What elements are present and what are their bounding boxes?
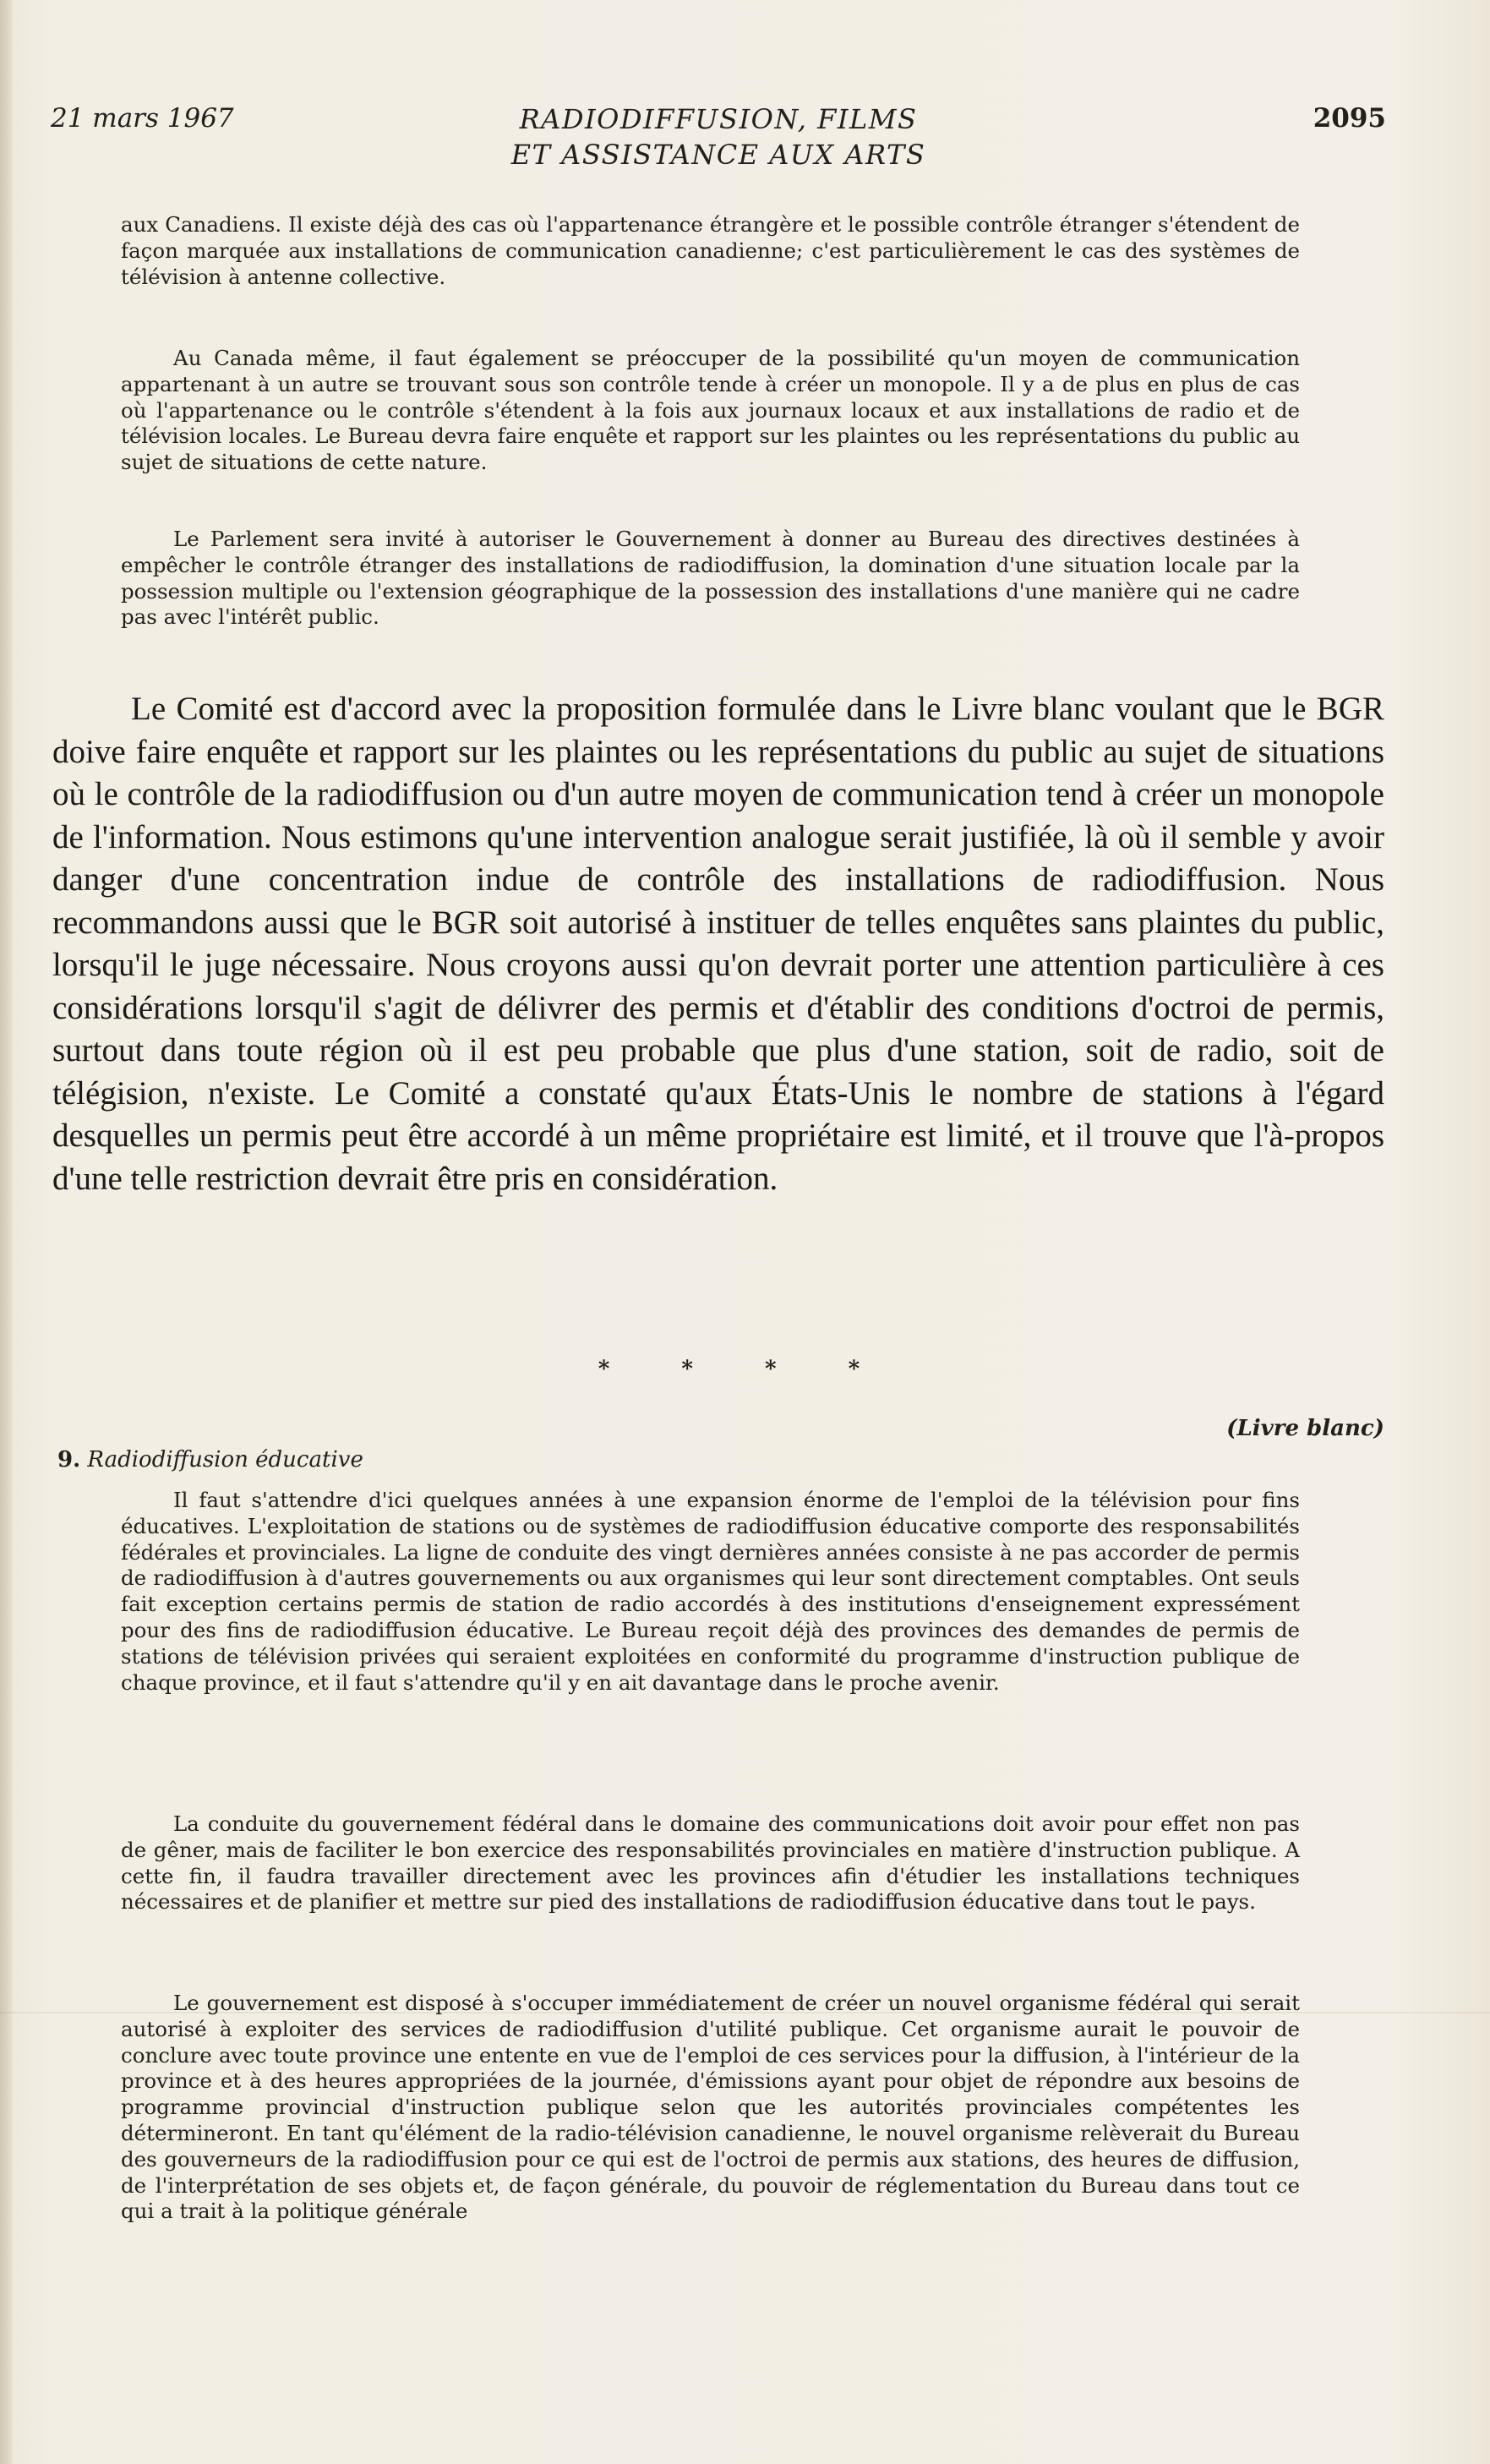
- quote-paragraph-1: aux Canadiens. Il existe déjà des cas où l'appartenance étrangère et le possible contrôle étranger s'étendent de façon marquée aux installations de communication canadienne; c'est particulièrement le cas des systèmes de télévision à antenne collective.: [121, 212, 1300, 289]
- education-paragraph-2: La conduite du gouvernement fédéral dans le domaine des communications doit avoir pour effet non pas de gêner, mais de faciliter le bon exercice des responsabilités provinciales en matière d'instruction publique. A cette fin, il faudra travailler directement avec les provinces afin d'étudier les installations techniques nécessaires et de planifier et mettre sur pied des installations de radiodiffusion éducative dans tout le pays.: [121, 1811, 1300, 1915]
- quote-paragraph-2: Au Canada même, il faut également se préoccuper de la possibilité qu'un moyen de communication appartenant à un autre se trouvant sous son contrôle tende à créer un monopole. Il y a de plus en plus de cas où l'appartenance ou le contrôle s'étendent à la fois aux journaux locaux et aux installations de radio et de télévision locales. Le Bureau devra faire enquête et rapport sur les plaintes ou les représentations du public au sujet de situations de cette nature.: [121, 346, 1300, 475]
- section-separator: * * * *: [598, 1357, 892, 1382]
- section-heading: [57, 1447, 363, 1472]
- education-paragraph-1: Il faut s'attendre d'ici quelques années à une expansion énorme de l'emploi de la télévision pour fins éducatives. L'exploitation de stations ou de systèmes de radiodiffusion éducative comporte des responsabilités fédérales et provinciales. La ligne de conduite des vingt dernières années consiste à ne pas accorder de permis de radiodiffusion à d'autres gouvernements ou aux organismes qui leur sont directement comptables. Ont seuls fait exception certains permis de station de radio accordés à des institutions d'enseignement expressément pour des fins de radiodiffusion éducative. Le Bureau reçoit déjà des provinces des demandes de permis de stations de télévision privées qui seraient exploitées en conformité du programme d'instruction publique de chaque province, et il faut s'attendre qu'il y en ait davantage dans le proche avenir.: [121, 1488, 1300, 1695]
- education-paragraph-3: Le gouvernement est disposé à s'occuper immédiatement de créer un nouvel organisme fédéral qui serait autorisé à exploiter des services de radiodiffusion d'utilité publique. Cet organisme aurait le pouvoir de conclure avec toute province une entente en vue de l'emploi de ces services pour la diffusion, à l'intérieur de la province et à des heures appropriées de la journée, d'émissions ayant pour objet de répondre aux besoins de programme provincial d'instruction publique selon que les autorités provinciales compétentes les détermineront. En tant qu'élément de la radio-télévision canadienne, le nouvel organisme relèverait du Bureau des gouverneurs de la radiodiffusion pour ce qui est de l'octroi de permis aux stations, des heures de diffusion, de l'interprétation de ses objets et, de façon générale, du pouvoir de réglementation du Bureau dans tout ce qui a trait à la politique générale: [121, 1991, 1300, 2224]
- committee-paragraph: Le Comité est d'accord avec la proposition formulée dans le Livre blanc voulant que le BGR doive faire enquête et rapport sur les plaintes ou les représentations du public au sujet de situations où le contrôle de la radiodiffusion ou d'un autre moyen de communication tend à créer un monopole de l'information. Nous estimons qu'une intervention analogue serait justifiée, là où il semble y avoir danger d'une concentration indue de contrôle des installations de radiodiffusion. Nous recommandons aussi que le BGR soit autorisé à instituer de telles enquêtes sans plaintes du public, lorsqu'il le juge nécessaire. Nous croyons aussi qu'on devrait porter une attention particulière à ces considérations lorsqu'il s'agit de délivrer des permis et d'établir des conditions d'octroi de permis, surtout dans toute région où il est peu probable que plus d'une station, soit de radio, soit de télégision, n'existe. Le Comité a constaté qu'aux États-Unis le nombre de stations à l'égard desquelles un permis peut être accordé à un même propriétaire est limité, et il trouve que l'à-propos d'une telle restriction devrait être pris en considération.: [52, 691, 1384, 1197]
- header-title-line-1: RADIODIFFUSION, FILMS: [519, 103, 918, 135]
- page-binding-edge: [0, 0, 12, 2464]
- page-header: [51, 100, 1386, 176]
- paper-crease: [0, 2012, 1490, 2013]
- header-title: [51, 101, 1386, 172]
- section-title: Radiodiffusion éducative: [87, 1447, 363, 1472]
- page-number: 2095: [1313, 103, 1386, 134]
- source-label: (Livre blanc): [1226, 1416, 1384, 1441]
- header-title-line-2: ET ASSISTANCE AUX ARTS: [510, 139, 926, 171]
- header-date: 21 mars 1967: [51, 103, 234, 134]
- quote-paragraph-3: Le Parlement sera invité à autoriser le Gouvernement à donner au Bureau des directives destinées à empêcher le contrôle étranger des installations de radiodiffusion, la domination d'une situation locale par la possession multiple ou l'extension géographique de la possession des installations d'une manière qui ne cadre pas avec l'intérêt public.: [121, 527, 1300, 630]
- section-number: 9.: [57, 1447, 81, 1472]
